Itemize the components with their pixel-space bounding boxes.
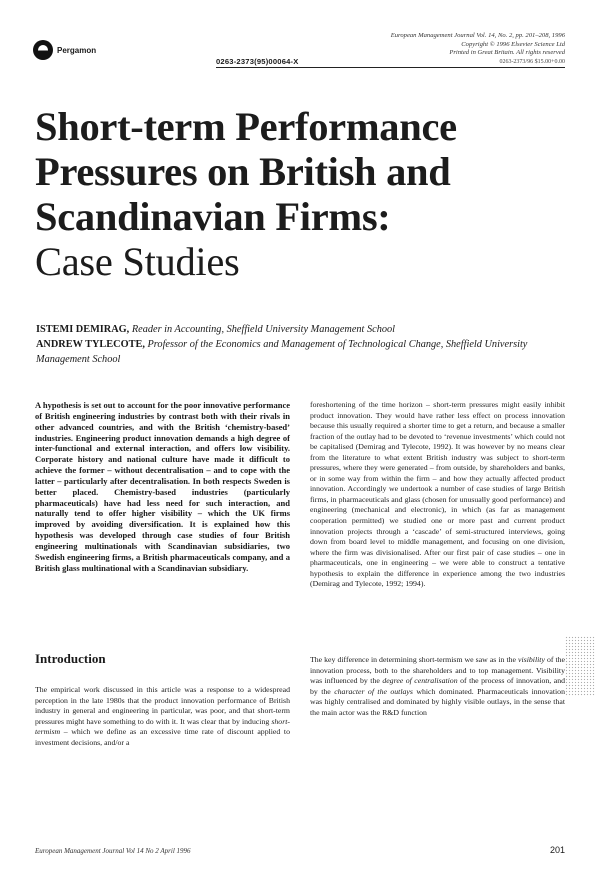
column-2-paragraph-2: The key difference in determining short-termism we saw as in the visibility of the innovation process, both to the shareholders and to top management. Visibility was influenced by the degree of centralisation of the process of innovation, and by the character of the outlays which dominated. Pharmaceuticals innovation was highly centralised and dominated by highly visible outlays, in the sense that the main actor was the R&D function [310,655,566,717]
title-line: Case Studies [35,239,240,284]
publisher-logo [33,40,96,60]
author-2-role: Professor of the Economics and Management of Technological Change, Sheffield University Management School [36,339,528,365]
doi: 0263-2373(95)00064-X [216,57,299,66]
page-number: 201 [549,845,565,855]
title-line: Pressures on British and [35,149,451,194]
author-2-name: ANDREW TYLECOTE, [36,339,145,350]
journal-info [315,32,565,58]
article-title [35,104,575,284]
section-heading-introduction: Introduction [35,651,106,666]
abstract: A hypothesis is set out to account for the poor innovative performance of British engineering industries by contrast both with their rivals in other advanced countries, and with the British ‘chemistry-based’ industries. Engineering product innovation demands a high degree of inter-functional and external interaction, and offers low visibility. Corporate history and national culture have made it difficult to achieve the former – without decentralisation – and to cope with the latter – particularly after decentralisation. In both respects Sweden is better placed. Chemistry-based industries (particularly pharmaceuticals) have had less need for such interaction, and naturally tend to offer higher visibility – which the UK firms improved by avoiding diversification. It is explained how this hypothesis was developed through case studies of four British engineering multinationals with Scandinavian subsidiaries, two Swedish engineering firms, a British pharmaceuticals company, and a British glass multinational with a Scandinavian subsidiary. [35,400,290,573]
pergamon-logo-icon [33,40,53,60]
journal-info-line: Printed in Great Britain. All rights reserved [449,49,565,57]
footer-journal: European Management Journal Vol 14 No 2 April 1996 [35,847,191,855]
publisher-name: Pergamon [57,45,97,55]
title-line: Scandinavian Firms: [35,194,391,239]
scan-stamp [565,636,595,696]
intro-paragraph: The empirical work discussed in this article was a response to a widespread perception in the late 1980s that the product innovation performance of British industry in general and engineering in particular, was poor, and that short-term pressures might have something to do with it. It was clear that by inducing short-termism – which we define as an excessive time rate of discount applied to investment decisions, and/or a [35,685,290,747]
journal-info-line: European Management Journal Vol. 14, No. 2, pp. 201–208, 1996 [390,32,565,39]
header-rule [216,67,565,68]
column-2-paragraph-1: foreshortening of the time horizon – short-term pressures might easily inhibit product innovation. They would have rather less effect on process innovation because this usually required a shorter time to get a return, and because a smaller fraction of the outlay had to be devoted to ‘revenue investments’ which could not be capitalised (Demirag and Tylecote, 1992). It was however by no means clear from the literature to what extent British industry was subject to short-term pressures, where they were generated – from outside, by shareholders and banks, or in some way from within the firm – and how they actually affected product innovation. Accordingly we undertook a number of case studies of large British firms, in pharmaceuticals and glass (chosen for unusually good performance) and engineering (mechanical and electronic), in which (as far as management cooperation permitted) we studied one or more past and current product innovation projects through a ‘cascade’ of semi-structured interviews, going down from board level to middle management, and focusing on one division, where the firm was divisionalised. After our first pair of case studies – one in pharmaceuticals, one in engineering – we were able to construct a tentative hypothesis to explain the difference in experience among the two industries (Demirag and Tylecote, 1992; 1994). [310,400,565,589]
title-line: Short-term Performance [35,104,457,149]
author-1-name: ISTEMI DEMIRAG, [36,324,130,335]
issn-price: 0263-2373/96 $15.00+0.00 [499,59,565,65]
journal-info-line: Copyright © 1996 Elsevier Science Ltd [461,40,565,48]
authors [36,322,571,367]
author-1-role: Reader in Accounting, Sheffield University Management School [131,324,396,335]
